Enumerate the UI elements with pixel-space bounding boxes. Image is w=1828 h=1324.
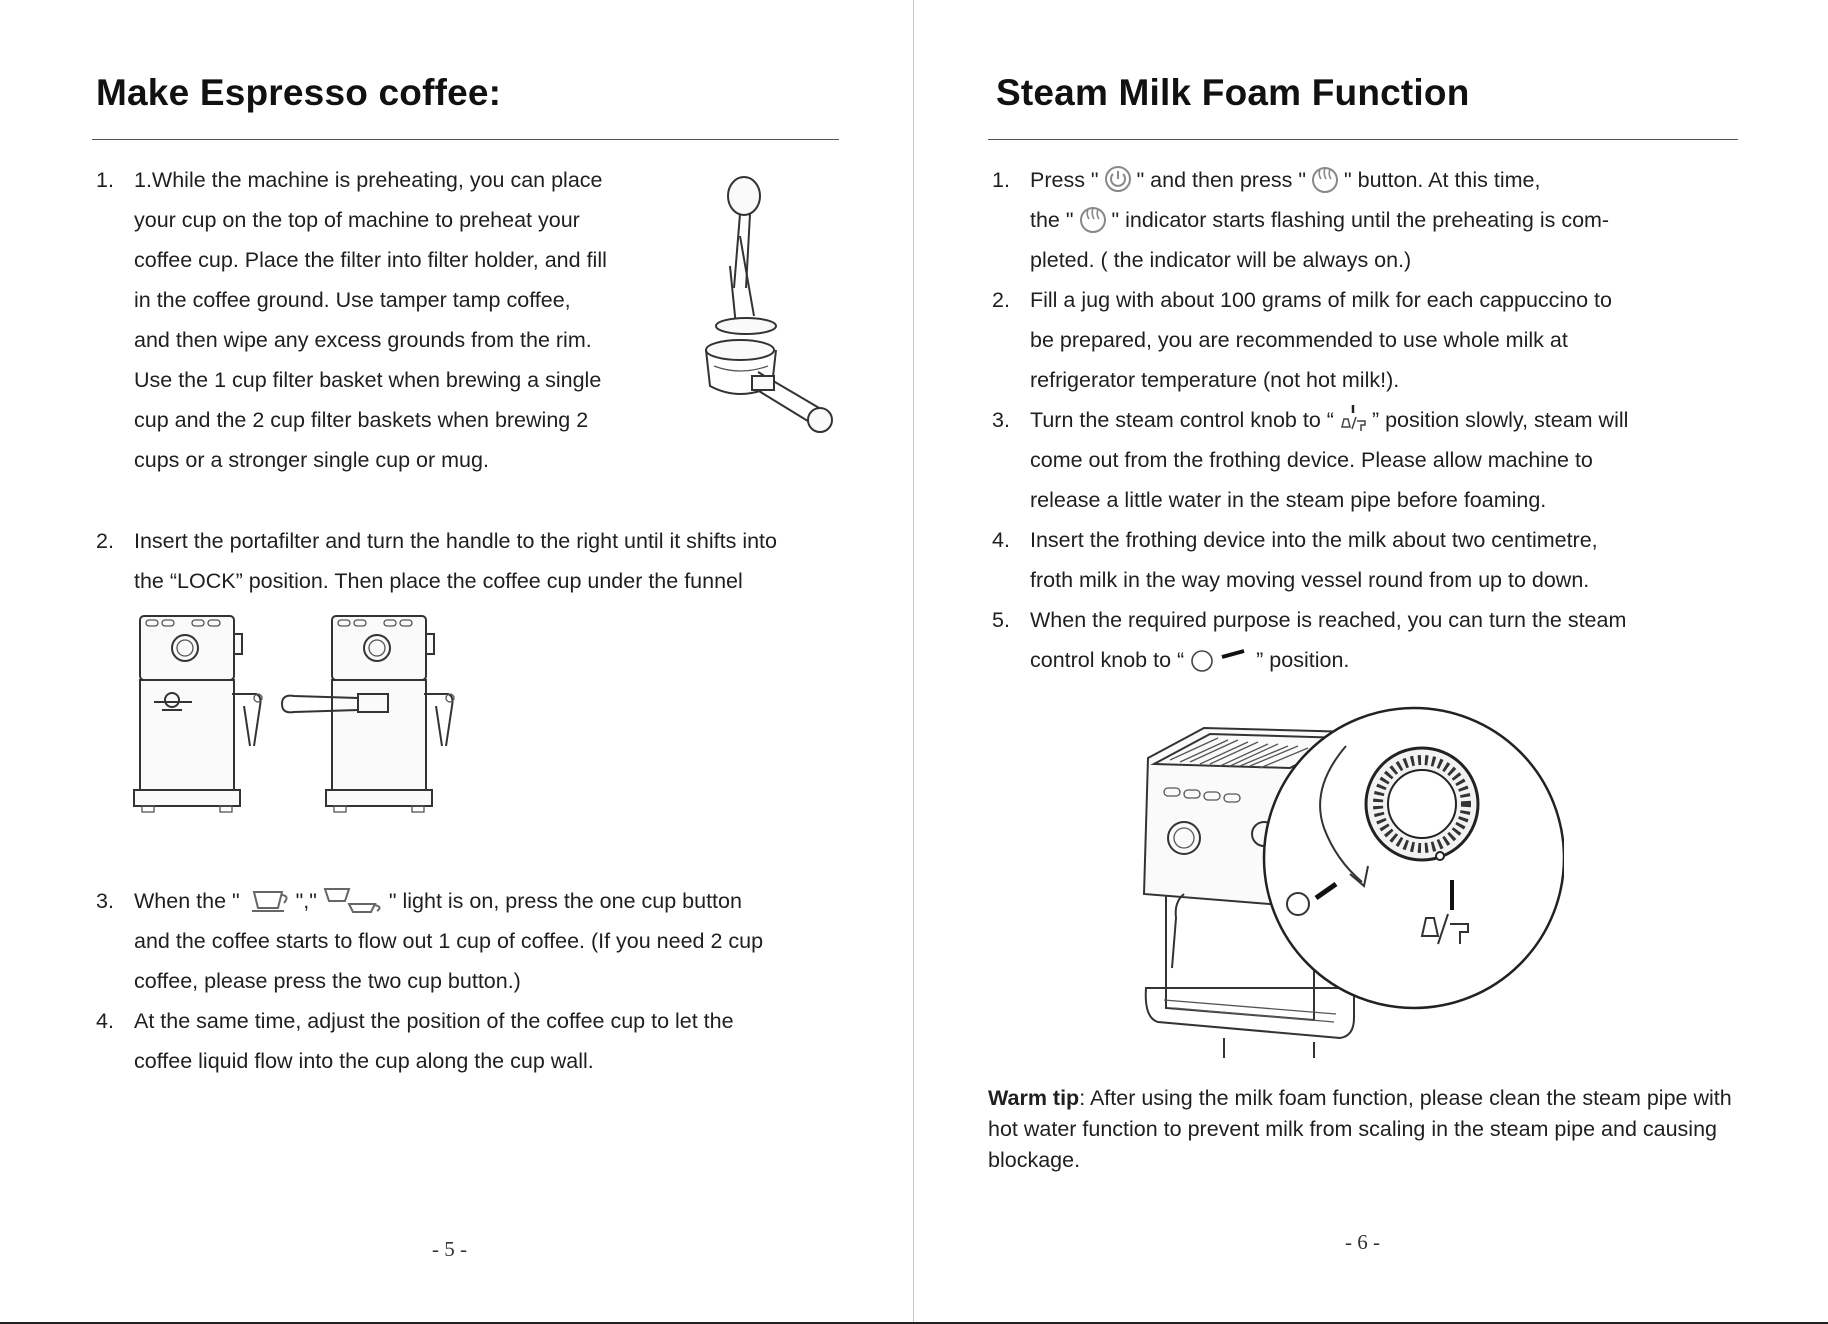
step-line: your cup on the top of machine to preheat your [134,208,580,232]
step-line: coffee cup. Place the filter into filter holder, and fill [134,248,607,272]
step-number: 3. [992,408,1010,432]
step-line: When the required purpose is reached, you can turn the steam [1030,608,1627,632]
step-line: in the coffee ground. Use tamper tamp coffee, [134,288,571,312]
step-text: ” position slowly, steam will [1371,408,1629,432]
right-heading-rule [988,139,1738,140]
warm-tip [988,1083,1750,1176]
machine-locked-drawing [282,616,454,812]
two-cup-icon [321,886,385,914]
off-position-icon [1188,645,1252,673]
step-line: froth milk in the way moving vessel round from up to down. [1030,568,1590,592]
step-text: Turn the steam control knob to “ [1030,408,1334,432]
step-line: come out from the frothing device. Please allow machine to [1030,448,1593,472]
step-line: the “LOCK” position. Then place the coffee cup under the funnel [134,569,743,593]
step-number: 5. [992,608,1010,632]
warm-tip-label: Warm tip [988,1086,1080,1110]
step-text: Press " [1030,168,1099,192]
step-number: 4. [992,528,1010,552]
steam-steps [992,160,1750,680]
step-text: " indicator starts flashing until the preheating is com- [1111,208,1610,232]
steam-step-5 [992,600,1750,640]
steam-indicator-icon [1078,205,1108,233]
step-text: "," [295,889,317,913]
one-cup-icon [244,886,292,914]
step-line: Insert the portafilter and turn the handle to the right until it shifts into [134,529,777,553]
steam-step-1 [992,160,1750,200]
espresso-step-1 [96,160,694,480]
step-text: When the " [134,889,240,913]
warm-tip-text: : After using the milk foam function, please clean the steam pipe with hot water function to prevent milk from scaling in the steam pipe and causing blockage. [988,1086,1732,1172]
step-line: be prepared, you are recommended to use whole milk at [1030,328,1568,352]
step-line: 1.While the machine is preheating, you can place [134,168,603,192]
step-line: Use the 1 cup filter basket when brewing a single [134,368,602,392]
step-number: 2. [992,288,1010,312]
left-heading: Make Espresso coffee: [96,72,502,113]
step-line: cups or a stronger single cup or mug. [134,448,489,472]
steam-button-icon [1310,165,1340,193]
espresso-step-4 [96,1001,894,1081]
power-button-icon [1103,165,1133,193]
page-number-left: - 5 - [432,1237,467,1261]
step-number: 3. [96,889,114,913]
right-page [914,0,1828,1324]
steam-step-2 [992,280,1750,320]
right-heading: Steam Milk Foam Function [996,72,1470,113]
step-number: 4. [96,1009,114,1033]
steam-step-4 [992,520,1750,560]
step-text: the " [1030,208,1074,232]
step-number: 1. [992,168,1010,192]
tamper-portafilter-illustration [700,176,850,452]
espresso-step-3 [96,881,894,1001]
steam-water-position-icon [1338,405,1368,433]
espresso-step-2 [96,521,874,601]
machine-unlocked-drawing [134,616,262,812]
steam-step-3 [992,400,1750,440]
step-line: At the same time, adjust the position of the coffee cup to let the [134,1009,734,1033]
step-text: " button. At this time, [1344,168,1541,192]
step-text: " light is on, press the one cup button [388,889,742,913]
left-heading-rule [92,139,839,140]
step-line: and the coffee starts to flow out 1 cup of coffee. (If you need 2 cup [134,929,764,953]
steam-knob-illustration [1114,688,1564,1060]
step-line: and then wipe any excess grounds from the rim. [134,328,592,352]
machine-lock-illustrations [132,610,472,820]
step-line: coffee liquid flow into the cup along the cup wall. [134,1049,594,1073]
step-text: ” position. [1256,648,1350,672]
step-number: 2. [96,529,114,553]
step-line: Insert the frothing device into the milk about two centimetre, [1030,528,1598,552]
step-number: 1. [96,168,114,192]
step-line: pleted. ( the indicator will be always on.) [1030,248,1412,272]
step-line: cup and the 2 cup filter baskets when brewing 2 [134,408,589,432]
step-line: coffee, please press the two cup button.) [134,969,521,993]
step-text: " and then press " [1136,168,1307,192]
step-text: control knob to “ [1030,648,1185,672]
step-line: refrigerator temperature (not hot milk!). [1030,368,1400,392]
step-line: Fill a jug with about 100 grams of milk for each cappuccino to [1030,288,1612,312]
step-line: release a little water in the steam pipe before foaming. [1030,488,1547,512]
page-number-right: - 6 - [1345,1230,1380,1254]
